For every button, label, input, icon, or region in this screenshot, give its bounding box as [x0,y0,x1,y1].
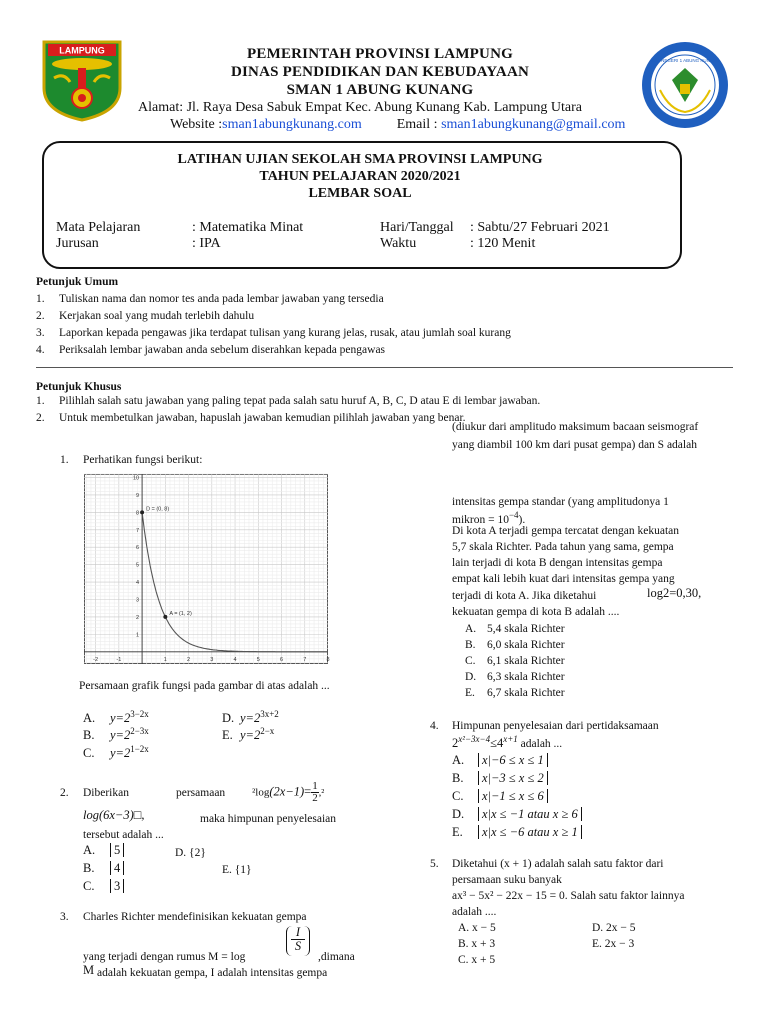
q5-option-d[interactable]: D. 2x − 5 [592,922,636,934]
q4-option-a[interactable]: A. x|−6 ≤ x ≤ 1 [452,753,548,768]
x-tick-label: 1 [163,656,167,663]
q1-option-d[interactable]: D. $y=2^{3x+2}$ [222,709,279,726]
q4-option-b[interactable]: B. x|−3 ≤ x ≤ 2 [452,771,548,786]
umum-item: 4. Periksalah lembar jawaban anda sebelum diserahkan kepada pengawas [36,344,386,356]
header-line1: PEMERINTAH PROVINSI LAMPUNG [247,46,513,62]
q5-option-c[interactable]: C. x + 5 [458,954,496,966]
khusus-title: Petunjuk Khusus [36,381,122,393]
mapel-label: Mata Pelajaran [56,220,141,235]
q2-line2: maka himpunan penyelesaian [200,813,337,825]
school-emblem-icon [640,40,730,130]
q1-option-a[interactable]: A. $y=2^{3-2x}$ [83,709,149,726]
q3-cont1: (diukur dari amplitudo maksimum bacaan seismograf [452,421,699,433]
x-tick-label: -2 [93,656,99,663]
q2-option-b[interactable]: B. 4 [83,861,124,876]
q3-option-d[interactable]: D. 6,3 skala Richter [465,671,565,683]
email-link[interactable]: sman1abungkunang@gmail.com [441,117,626,132]
q4-option-c[interactable]: C. x|−1 ≤ x ≤ 6 [452,789,548,804]
waktu-value: : 120 Menit [470,236,536,251]
y-tick-label: 10 [132,475,140,482]
x-tick-label: 3 [210,656,214,663]
q3-option-a[interactable]: A. 5,4 skala Richter [465,623,565,635]
q5-line3: ax³ − 5x² − 22x − 15 = 0. Salah satu faktor lainnya [452,890,685,902]
hari-value: : Sabtu/27 Februari 2021 [470,220,610,235]
q3-cont9-formula: log2=0,30, [647,586,702,600]
header-line3: SMAN 1 ABUNG KUNANG [286,82,474,98]
y-tick-label: 5 [136,562,140,569]
labeled-point [140,510,144,514]
q2-option-a[interactable]: A. 5 [83,843,124,858]
q2-line3: tersebut adalah ... [83,829,164,841]
umum-list [36,291,736,359]
header-contact [170,117,625,133]
q4-inequality: $2^{x^2-3x-4}\le 4^{x+1}$ adalah ... [452,734,563,751]
x-tick-label: 6 [279,656,284,663]
website-link[interactable]: sman1abungkunang.com [222,117,362,132]
q4-number: 4. [430,720,439,732]
x-tick-label: -1 [116,656,122,663]
q3-cont10: kekuatan gempa di kota B adalah .... [452,606,620,618]
q3-option-c[interactable]: C. 6,1 skala Richter [465,655,565,667]
x-tick-label: 2 [187,656,191,663]
q1-option-b[interactable]: B. $y=2^{2-3x}$ [83,726,149,743]
divider [36,367,733,368]
q1-option-e[interactable]: E. $y=2^{2-x}$ [222,726,275,743]
right-logo [640,40,730,130]
q2-word2: persamaan [176,787,226,799]
q1-number: 1. [60,454,69,466]
q3-symbol-m: M [83,963,95,977]
umum-item: 3. Laporkan kepada pengawas jika terdapat tulisan yang kurang jelas, rusak, atau jumlah soal kurang [36,327,511,339]
q2-word1: Diberikan [83,787,129,799]
header-line2: DINAS PENDIDIKAN DAN KEBUDAYAAN [230,64,530,80]
q3-line2: yang terjadi dengan rumus M = log [83,951,246,963]
waktu-label: Waktu [380,236,417,251]
q2-option-d[interactable]: D. {2} [175,847,206,859]
mapel-value: : Matematika Minat [192,220,304,235]
q1-stem: Persamaan grafik fungsi pada gambar di atas adalah ... [79,680,330,692]
q3-cont7: lain terjadi di kota B dengan intensitas gempa [452,557,663,569]
x-tick-label: 7 [303,656,307,663]
khusus-item: 1. Pilihlah salah satu jawaban yang paling tepat pada salah satu huruf A, B, C, D atau E di lembar jawaban. [36,395,541,407]
q3-cont8: empat kali lebih kuat dari intensitas gempa yang [452,573,675,585]
q4-line1: Himpunan penyelesaian dari pertidaksamaan [452,720,659,732]
khusus-item: 2. Untuk membetulkan jawaban, hapuslah jawaban kemudian pilihlah jawaban yang benar. [36,412,466,424]
q1-graph [84,474,328,664]
q3-fraction: I S [286,926,310,956]
jurusan-label: Jurusan [56,236,99,251]
q3-line2b: ,dimana [318,951,355,963]
q2-option-c[interactable]: C. 3 [83,879,124,894]
y-tick-label: 2 [136,614,140,621]
y-tick-label: 3 [136,597,140,604]
x-tick-label: 8 [326,656,330,663]
umum-item: 2. Kerjakan soal yang mudah terlebih dahulu [36,310,255,322]
umum-title: Petunjuk Umum [36,276,119,288]
q3-cont2: yang diambil 100 km dari pusat gempa) dan S adalah [452,439,697,451]
q3-line3: adalah kekuatan gempa, I adalah intensitas gempa [97,967,328,979]
lampung-crest-icon [40,38,124,122]
q1-text: Perhatikan fungsi berikut: [83,454,203,466]
q5-line1: Diketahui (x + 1) adalah salah satu faktor dari [452,858,664,870]
q3-cont5: Di kota A terjadi gempa tercatat dengan kekuatan [452,525,680,537]
logo-right-text: SMA NEGERI 1 ABUNG KUNANG [650,58,720,63]
q2-number: 2. [60,787,69,799]
y-tick-label: 6 [136,545,140,552]
header-address: Alamat: Jl. Raya Desa Sabuk Empat Kec. Abung Kunang Kab. Lampung Utara [138,100,583,115]
exam-title3: LEMBAR SOAL [308,186,412,201]
q3-cont4: mikron = $10^{-4}$). [452,510,526,526]
exam-title1: LATIHAN UJIAN SEKOLAH SMA PROVINSI LAMPUNG [177,152,543,167]
q2-equation-part2: log(6x−3)□, [83,808,145,822]
q3-option-b[interactable]: B. 6,0 skala Richter [465,639,565,651]
q2-equation: ²log(2x−1)= $\frac{1}{2}$ ,² [252,780,325,804]
y-tick-label: 7 [136,527,140,534]
q1-option-c[interactable]: C. $y=2^{1-2x}$ [83,744,149,761]
q5-option-b[interactable]: B. x + 3 [458,938,496,950]
q2-option-e[interactable]: E. {1} [222,864,252,876]
x-tick-label: 5 [256,656,260,663]
logo-left-text: LAMPUNG [59,45,105,56]
y-tick-label: 4 [136,580,140,587]
labeled-point [163,615,167,619]
umum-item: 1. Tuliskan nama dan nomor tes anda pada lembar jawaban yang tersedia [36,293,384,305]
exam-title2: TAHUN PELAJARAN 2020/2021 [259,169,461,184]
jurusan-value: : IPA [192,236,221,251]
x-tick-label: 4 [233,656,237,663]
q4-option-d[interactable]: D. x|x ≤ −1 atau x ≥ 6 [452,807,582,822]
q5-line4: adalah .... [452,906,497,918]
y-tick-label: 8 [136,510,140,517]
point-label: A = (1, 2) [169,610,192,617]
q3-cont3: intensitas gempa standar (yang amplitudonya 1 [452,496,669,508]
left-logo [40,38,124,122]
y-tick-label: 9 [136,492,140,499]
q5-option-e[interactable]: E. 2x − 3 [592,938,635,950]
hari-label: Hari/Tanggal [380,220,454,235]
q4-option-e[interactable]: E. x|x ≤ −6 atau x ≥ 1 [452,825,582,840]
q3-number: 3. [60,911,69,923]
q3-option-e[interactable]: E. 6,7 skala Richter [465,687,565,699]
q5-number: 5. [430,858,439,870]
y-tick-label: 1 [136,632,140,639]
point-label: D = (0, 8) [146,506,170,513]
email-label: Email : [396,117,438,132]
q5-option-a[interactable]: A. x − 5 [458,922,496,934]
q5-line2: persamaan suku banyak [452,874,562,886]
q3-cont6: 5,7 skala Richter. Pada tahun yang sama, gempa [452,541,674,553]
q3-line1: Charles Richter mendefinisikan kekuatan gempa [83,911,307,923]
q3-cont9: terjadi di kota A. Jika diketahui [452,590,597,602]
website-label: Website : [170,117,223,132]
